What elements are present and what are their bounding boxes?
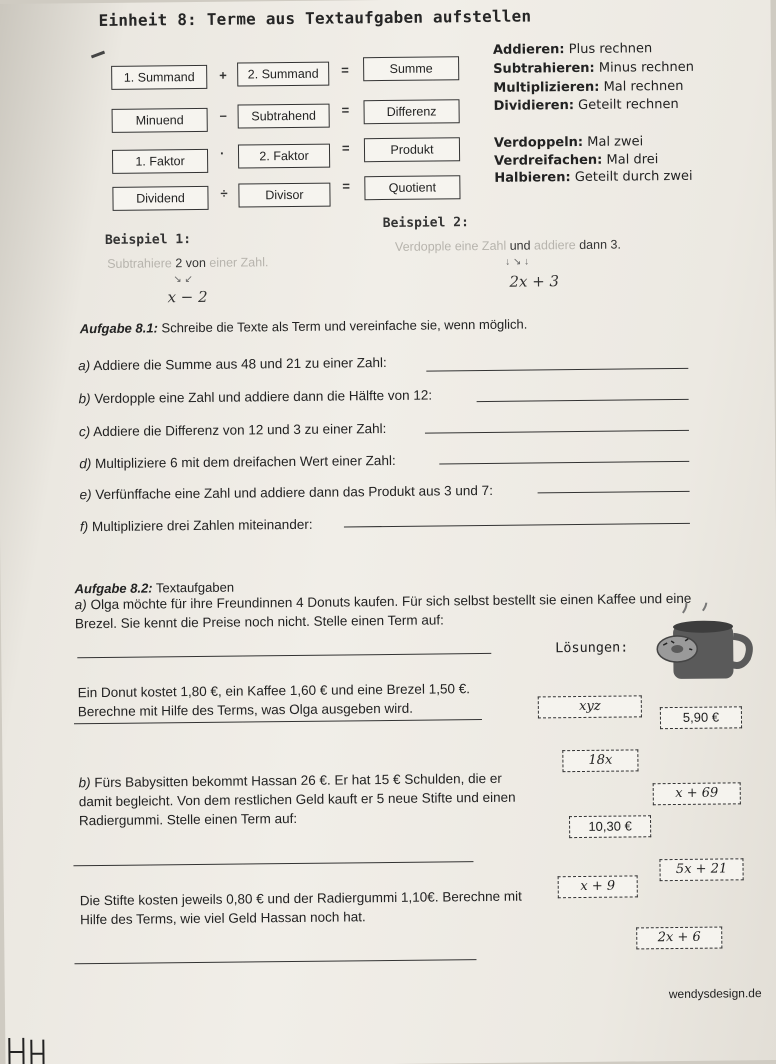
solution-box: x + 69 bbox=[653, 782, 741, 805]
legend-line: Subtrahieren: Minus rechnen bbox=[493, 59, 695, 77]
task-d: d) Multipliziere 6 mit dem dreifachen Wert einer Zahl: bbox=[79, 452, 396, 472]
term-box-produkt: Produkt bbox=[364, 137, 460, 162]
legend-line: Verdoppeln: Mal zwei bbox=[493, 134, 644, 151]
term-box-2-faktor: 2. Faktor bbox=[238, 144, 330, 169]
answer-line[interactable] bbox=[77, 653, 491, 658]
example-2-text: Verdopple eine Zahl und addiere dann 3. bbox=[394, 237, 621, 254]
answer-line[interactable] bbox=[74, 959, 476, 964]
arrow-icon: ↓ ↘ ↓ bbox=[505, 256, 530, 268]
term-box-divisor: Divisor bbox=[238, 183, 330, 208]
operator-minus: – bbox=[219, 107, 227, 123]
task-8-2-b-question: Die Stifte kosten jeweils 0,80 € und der Radiergummi 1,10€. Berechne mit Hilfe des Terms, wie viel Geld Hassan noch hat. bbox=[79, 888, 522, 928]
term-box-2-summand: 2. Summand bbox=[237, 62, 329, 87]
solutions-title: Lösungen: bbox=[555, 639, 629, 657]
example-1-term: x − 2 bbox=[167, 287, 208, 307]
task-8-2-heading: Aufgabe 8.2: Textaufgaben bbox=[74, 579, 235, 597]
task-a: a) Addiere die Summe aus 48 und 21 zu einer Zahl: bbox=[78, 355, 387, 374]
example-1-text: Subtrahiere 2 von einer Zahl. bbox=[107, 255, 269, 271]
handwriting-scribble bbox=[5, 1036, 55, 1064]
coffee-donut-icon bbox=[655, 602, 766, 683]
legend-line: Addieren: Plus rechnen bbox=[492, 41, 653, 58]
pencil-icon bbox=[91, 51, 105, 59]
answer-line[interactable] bbox=[439, 461, 689, 465]
solution-box: 2x + 6 bbox=[636, 927, 722, 950]
example-1-title: Beispiel 1: bbox=[104, 232, 192, 248]
solution-box: 5,90 € bbox=[660, 706, 742, 729]
equals-sign: = bbox=[341, 140, 350, 156]
term-box-1-summand: 1. Summand bbox=[111, 65, 207, 90]
answer-line[interactable] bbox=[538, 491, 690, 494]
answer-line[interactable] bbox=[425, 430, 689, 434]
task-b: b) Verdopple eine Zahl und addiere dann die Hälfte von 12: bbox=[78, 387, 433, 407]
operator-divide: ÷ bbox=[220, 185, 228, 201]
task-f: f) Multipliziere drei Zahlen miteinander: bbox=[79, 516, 313, 535]
equals-sign: = bbox=[341, 102, 350, 118]
term-box-summe: Summe bbox=[363, 56, 459, 81]
term-box-minuend: Minuend bbox=[112, 108, 208, 133]
term-box-dividend: Dividend bbox=[112, 186, 208, 211]
task-8-2-b-text: b) Fürs Babysitten bekommt Hassan 26 €. Er hat 15 € Schulden, die er damit begleicht. Von dem restlichen Geld kauft er 5 neue Stifte und einen Radiergummi. Stelle einen Term auf: bbox=[78, 770, 516, 829]
equals-sign: = bbox=[341, 62, 349, 78]
legend-line: Verdreifachen: Mal drei bbox=[494, 152, 659, 169]
solution-box: 10,30 € bbox=[569, 815, 651, 838]
page-title: Einheit 8: Terme aus Textaufgaben aufstellen bbox=[98, 6, 532, 31]
answer-line[interactable] bbox=[73, 861, 473, 866]
legend-line: Halbieren: Geteilt durch zwei bbox=[494, 168, 693, 186]
arrow-icon: ↘ ↙ bbox=[173, 274, 193, 286]
legend-line: Multiplizieren: Mal rechnen bbox=[493, 78, 684, 96]
answer-line[interactable] bbox=[477, 399, 689, 402]
task-c: c) Addiere die Differenz von 12 und 3 zu einer Zahl: bbox=[78, 421, 387, 440]
example-2-term: 2x + 3 bbox=[509, 272, 560, 291]
equals-sign: = bbox=[342, 178, 351, 194]
task-8-2-a-question: Ein Donut kostet 1,80 €, ein Kaffee 1,60 € und eine Brezel 1,50 €. Berechne mit Hilfe des Terms, was Olga ausgeben wird. bbox=[77, 681, 471, 720]
term-box-subtrahend: Subtrahend bbox=[238, 104, 330, 129]
solution-box: x + 9 bbox=[558, 875, 638, 898]
legend-line: Dividieren: Geteilt rechnen bbox=[493, 96, 679, 114]
term-box-differenz: Differenz bbox=[363, 99, 459, 124]
example-2-title: Beispiel 2: bbox=[382, 215, 469, 232]
term-box-1-faktor: 1. Faktor bbox=[112, 149, 208, 174]
solution-box: 18x bbox=[562, 749, 638, 772]
solution-box: xyz bbox=[538, 695, 642, 718]
term-box-quotient: Quotient bbox=[364, 175, 460, 200]
solution-box: 5x + 21 bbox=[659, 858, 743, 881]
task-8-1-heading: Aufgabe 8.1: Schreibe die Texte als Term und vereinfache sie, wenn möglich. bbox=[79, 316, 528, 337]
footer-credit: wendysdesign.de bbox=[668, 986, 762, 1002]
operator-plus: + bbox=[219, 67, 227, 83]
operator-times: · bbox=[219, 145, 225, 161]
task-8-2-a-text: a) Olga möchte für ihre Freundinnen 4 Donuts kaufen. Für sich selbst bestellt sie einen Kaffee und eine Brezel. Sie kennt die Preise noch nicht. Stelle einen Term auf: bbox=[74, 590, 692, 632]
task-e: e) Verfünffache eine Zahl und addiere dann das Produkt aus 3 und 7: bbox=[79, 482, 493, 503]
answer-line[interactable] bbox=[344, 523, 690, 528]
answer-line[interactable] bbox=[426, 368, 688, 372]
